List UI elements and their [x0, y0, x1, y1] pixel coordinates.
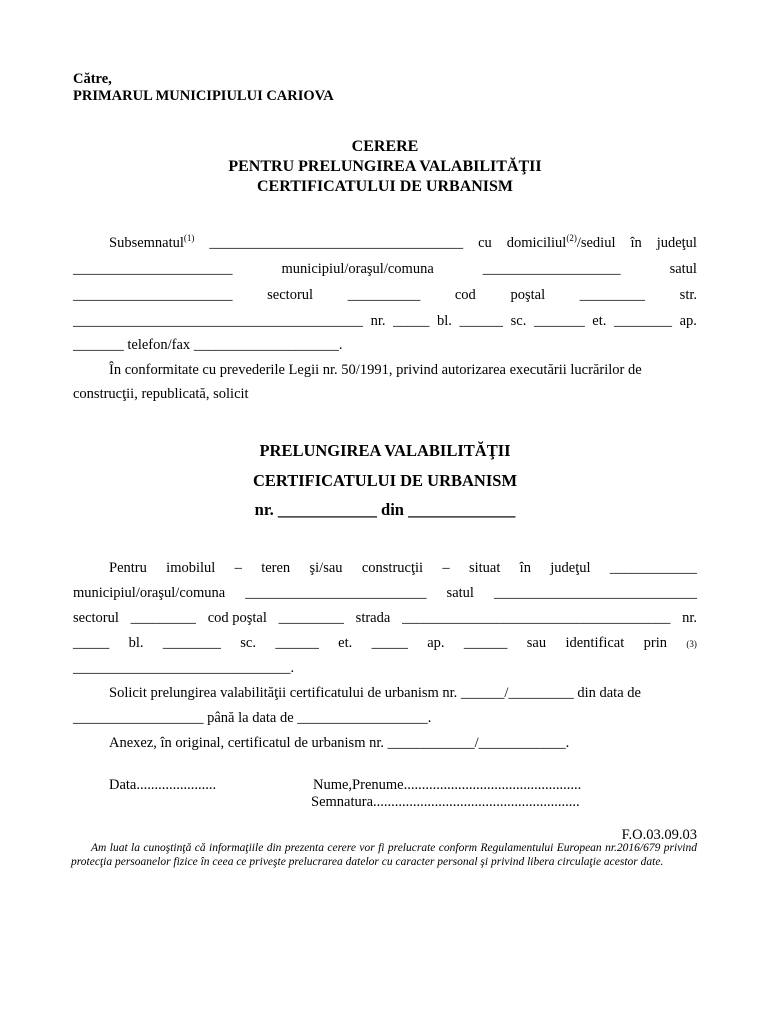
- property-apartment-field[interactable]: ______: [463, 635, 508, 651]
- apartment-field[interactable]: _______: [73, 337, 124, 353]
- property-village-field[interactable]: ____________________________: [493, 585, 697, 601]
- property-city-field[interactable]: _________________________: [245, 585, 427, 601]
- property-postal-code-field[interactable]: _________: [278, 610, 344, 626]
- signature-field[interactable]: Semnatura.........................................................: [311, 794, 580, 810]
- applicant-line-2: ______________________ municipiul/oraşul/comuna ___________________ satul: [73, 261, 697, 277]
- label-domiciliul: domiciliul$^{(2)}$/sediul: [506, 233, 616, 251]
- certificate-date-field[interactable]: _____________: [408, 500, 516, 519]
- date-field[interactable]: Data......................: [109, 777, 217, 793]
- block-field[interactable]: ______: [459, 313, 503, 329]
- label-subsemnatul: Subsemnatul$^{(1)}$: [109, 233, 195, 251]
- county-field[interactable]: ______________________: [73, 261, 233, 277]
- property-staircase-field[interactable]: ______: [275, 635, 319, 651]
- legal-basis-line-1: În conformitate cu prevederile Legii nr. 50/1991, privind autorizarea executării lucrărilor de: [109, 362, 642, 378]
- applicant-line-1: Subsemnatul$^{(1)}$ ___________________________________ cu domiciliul$^{(2)}$/sediul în judeţul: [109, 233, 697, 251]
- applicant-line-3: ______________________ sectorul __________ cod poştal _________ str.: [73, 287, 697, 303]
- property-county-field[interactable]: ____________: [609, 560, 697, 576]
- extension-request-line-2[interactable]: __________________ până la data de __________________.: [73, 710, 432, 726]
- form-code: F.O.03.09.03: [621, 827, 697, 843]
- property-street-field[interactable]: _____________________________________: [402, 610, 671, 626]
- street-field[interactable]: ________________________________________: [73, 313, 363, 329]
- form-title-line2: PENTRU PRELUNGIREA VALABILITĂŢII: [228, 158, 542, 175]
- certificate-number-line: nr. ____________ din _____________: [254, 500, 516, 519]
- name-field[interactable]: ___________________________________: [209, 235, 464, 251]
- postal-code-field[interactable]: _________: [579, 287, 646, 303]
- property-line-2: municipiul/oraşul/comuna _________________________ satul ____________________________: [73, 585, 697, 601]
- form-title-line1: CERERE: [351, 138, 419, 155]
- address-to: Către,: [73, 71, 112, 87]
- village-field[interactable]: ______________________: [73, 287, 233, 303]
- property-number-field[interactable]: _____: [73, 635, 110, 651]
- sector-field[interactable]: __________: [347, 287, 421, 303]
- legal-basis-line-2: construcţii, republicată, solicit: [73, 386, 249, 402]
- property-line-1: Pentru imobilul – teren şi/sau construcţii – situat în judeţul ____________: [109, 560, 697, 576]
- certificate-number-field[interactable]: ____________: [277, 500, 377, 519]
- extension-request-line-1[interactable]: Solicit prelungirea valabilităţii certificatului de urbanism nr. ______/_________ din data de: [109, 685, 641, 701]
- city-field[interactable]: ___________________: [482, 261, 621, 277]
- address-recipient: PRIMARUL MUNICIPIULUI CARIOVA: [73, 88, 334, 104]
- applicant-line-5: _______ telefon/fax ____________________.: [73, 337, 343, 353]
- property-block-field[interactable]: ________: [162, 635, 221, 651]
- gdpr-note: Am luat la cunoştinţă că informaţiile din prezenta cerere vor fi prelucrate conform Regulamentului European nr.2016/679 privind protecţia persoanelor fizice în ceea ce priveşte prelucrarea datelor cu caracter personal şi privind libera circulaţie acestor date.: [71, 842, 697, 868]
- applicant-line-4: ________________________________________ nr. _____ bl. ______ sc. _______ et. ________ ap.: [73, 313, 697, 329]
- property-identification-field[interactable]: ______________________________.: [73, 660, 295, 676]
- phone-field[interactable]: ____________________.: [193, 337, 343, 353]
- form-title-line3: CERTIFICATULUI DE URBANISM: [256, 178, 514, 195]
- request-title-line1: PRELUNGIREA VALABILITĂŢII: [259, 441, 511, 460]
- attachment-line[interactable]: Anexez, în original, certificatul de urbanism nr. ____________/____________.: [109, 735, 570, 751]
- floor-field[interactable]: ________: [614, 313, 672, 329]
- property-line-3: sectorul _________ cod poştal _________ strada _____________________________________ nr.: [73, 610, 697, 626]
- property-line-4: _____ bl. ________ sc. ______ et. _____ ap. ______ sau identificat prin (3): [73, 635, 697, 651]
- property-sector-field[interactable]: _________: [130, 610, 196, 626]
- staircase-field[interactable]: _______: [533, 313, 585, 329]
- full-name-field[interactable]: Nume,Prenume.................................................: [313, 777, 582, 793]
- number-field[interactable]: _____: [393, 313, 430, 329]
- request-title-line2: CERTIFICATULUI DE URBANISM: [252, 471, 518, 490]
- property-floor-field[interactable]: _____: [371, 635, 408, 651]
